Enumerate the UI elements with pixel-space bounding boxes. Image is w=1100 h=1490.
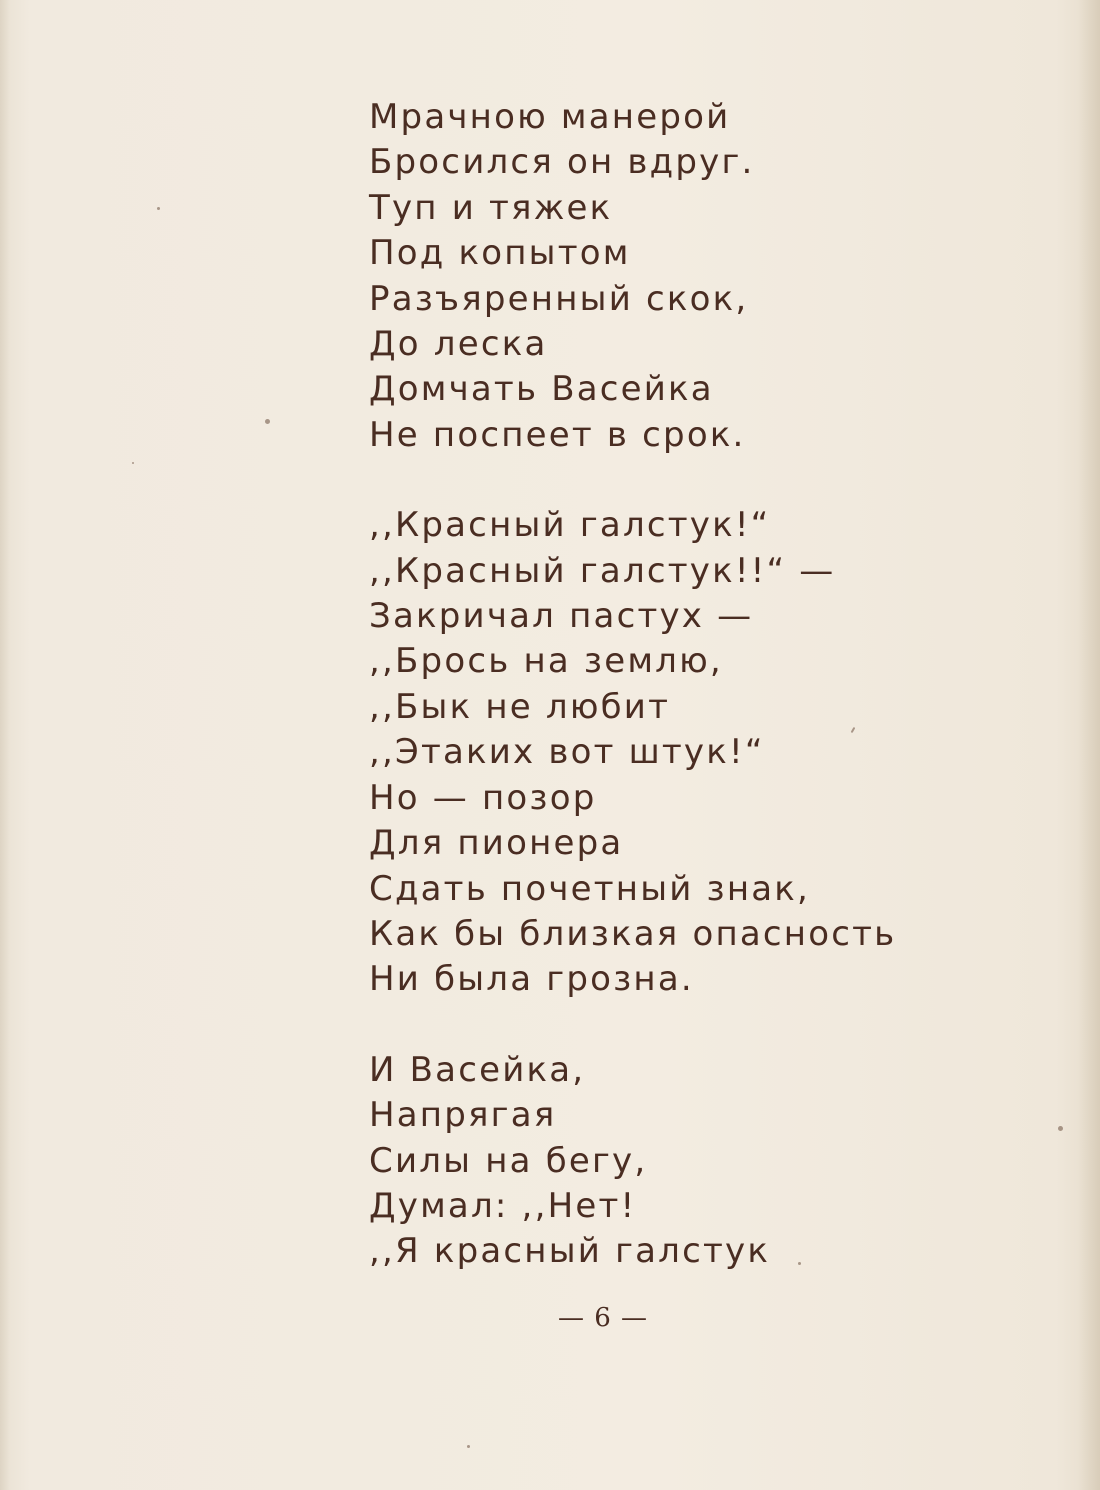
poem-line: ,,Красный галстук!!“ —	[369, 550, 836, 591]
stanza	[369, 503, 929, 1002]
poem-line: ,,Красный галстук!“	[369, 505, 771, 546]
paper-speck	[798, 1262, 801, 1265]
page-edge-shadow	[1078, 0, 1100, 1490]
poem-line: Для пионера	[369, 823, 624, 864]
poem-line: Бросился он вдруг.	[369, 142, 755, 183]
poem-line: Под копытом	[369, 233, 631, 274]
poem-line: ,,Бык не любит	[369, 686, 671, 727]
poem-line: Силы на бегу,	[369, 1140, 648, 1181]
poem-line: ,,Брось на землю,	[369, 641, 723, 682]
poem-line: Но — позор	[369, 777, 597, 818]
poem-line: Мрачною манерой	[369, 97, 731, 137]
poem-line: Думал: ,,Нет!	[369, 1185, 637, 1226]
poem-line: Туп и тяжек	[369, 187, 613, 228]
paper-speck	[1058, 1126, 1063, 1131]
paper-speck	[265, 419, 270, 424]
poem-line: ,,Я красный галстук	[369, 1231, 771, 1272]
poem-line: Как бы близкая опасность	[369, 913, 897, 954]
paper-speck	[132, 462, 134, 464]
poem-text	[369, 95, 929, 1275]
poem-line: Сдать почетный знак,	[369, 868, 811, 909]
poem-line: Разъяренный скок,	[369, 278, 749, 319]
poem-line: И Васейка,	[369, 1049, 586, 1090]
poem-line: До леска	[369, 324, 548, 365]
poem-line: Не поспеет в срок.	[369, 414, 746, 455]
poem-line: Закричал пастух —	[369, 596, 754, 637]
paper-speck	[467, 1445, 470, 1448]
poem-line: Напрягая	[369, 1095, 557, 1136]
poem-line: Домчать Васейка	[369, 369, 714, 410]
poem-line: Ни была грозна.	[369, 959, 694, 1000]
stanza	[369, 95, 929, 458]
paper-speck	[157, 207, 160, 210]
stanza	[369, 1048, 929, 1275]
page-number: — 6 —	[557, 1303, 649, 1333]
poem-line: ,,Этаких вот штук!“	[369, 732, 765, 773]
page-crease	[0, 0, 10, 1490]
